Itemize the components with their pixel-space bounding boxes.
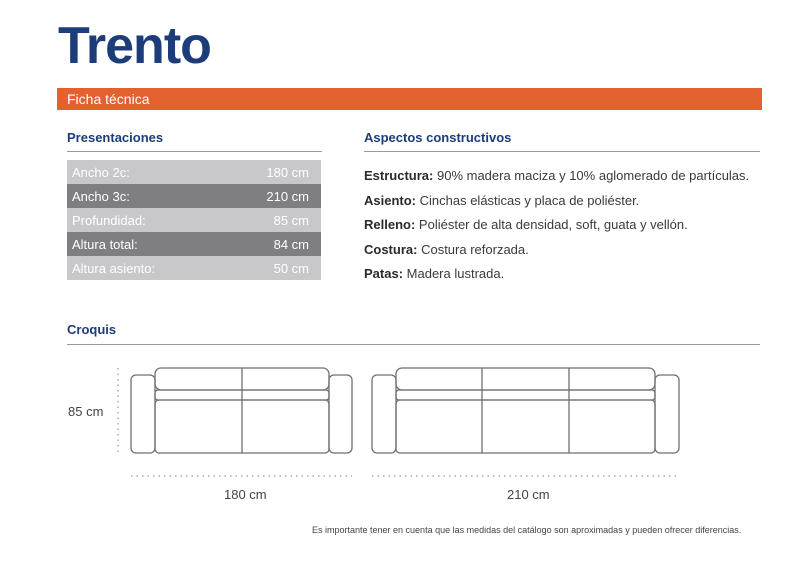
spec-label: Altura asiento: xyxy=(72,260,156,276)
aspect-label: Patas: xyxy=(364,266,404,281)
aspect-text: Costura reforzada. xyxy=(421,241,529,257)
spec-value: 84 cm xyxy=(273,236,309,252)
spec-label: Altura total: xyxy=(72,236,138,252)
width-3c-label: 210 cm xyxy=(507,487,550,502)
spec-label: Ancho 2c: xyxy=(72,164,130,180)
product-title: Trento xyxy=(58,17,211,75)
spec-label: Ancho 3c: xyxy=(72,188,130,204)
spec-value: 180 cm xyxy=(266,164,309,180)
sofa-2c-drawing xyxy=(131,368,352,453)
technical-sheet-banner: Ficha técnica xyxy=(57,88,762,110)
croquis-heading: Croquis xyxy=(67,322,117,337)
width-2c-label: 180 cm xyxy=(224,487,267,502)
aspect-label: Estructura: xyxy=(364,168,434,183)
sofa-3c-drawing xyxy=(372,368,679,453)
aspect-text: Madera lustrada. xyxy=(406,266,505,281)
spec-label: Profundidad: xyxy=(72,212,146,228)
aspect-text: Poliéster de alta densidad, soft, guata y vellón. xyxy=(418,217,688,232)
spec-value: 210 cm xyxy=(266,188,309,204)
aspect-label: Relleno: xyxy=(364,217,416,232)
aspect-text: Cinchas elásticas y placa de poliéster. xyxy=(419,192,640,208)
aspect-text: 90% madera maciza y 10% aglomerado de partículas. xyxy=(436,168,750,183)
spec-value: 85 cm xyxy=(273,212,309,228)
presentaciones-heading: Presentaciones xyxy=(67,130,164,145)
aspect-label: Costura: xyxy=(364,241,418,257)
aspect-label: Asiento: xyxy=(364,192,416,208)
disclaimer-note: Es importante tener en cuenta que las medidas del catálogo son aproximadas y pueden ofrecer diferencias. xyxy=(312,525,742,535)
depth-label: 85 cm xyxy=(68,404,104,419)
aspectos-heading: Aspectos constructivos xyxy=(364,130,512,145)
spec-value: 50 cm xyxy=(273,260,309,276)
